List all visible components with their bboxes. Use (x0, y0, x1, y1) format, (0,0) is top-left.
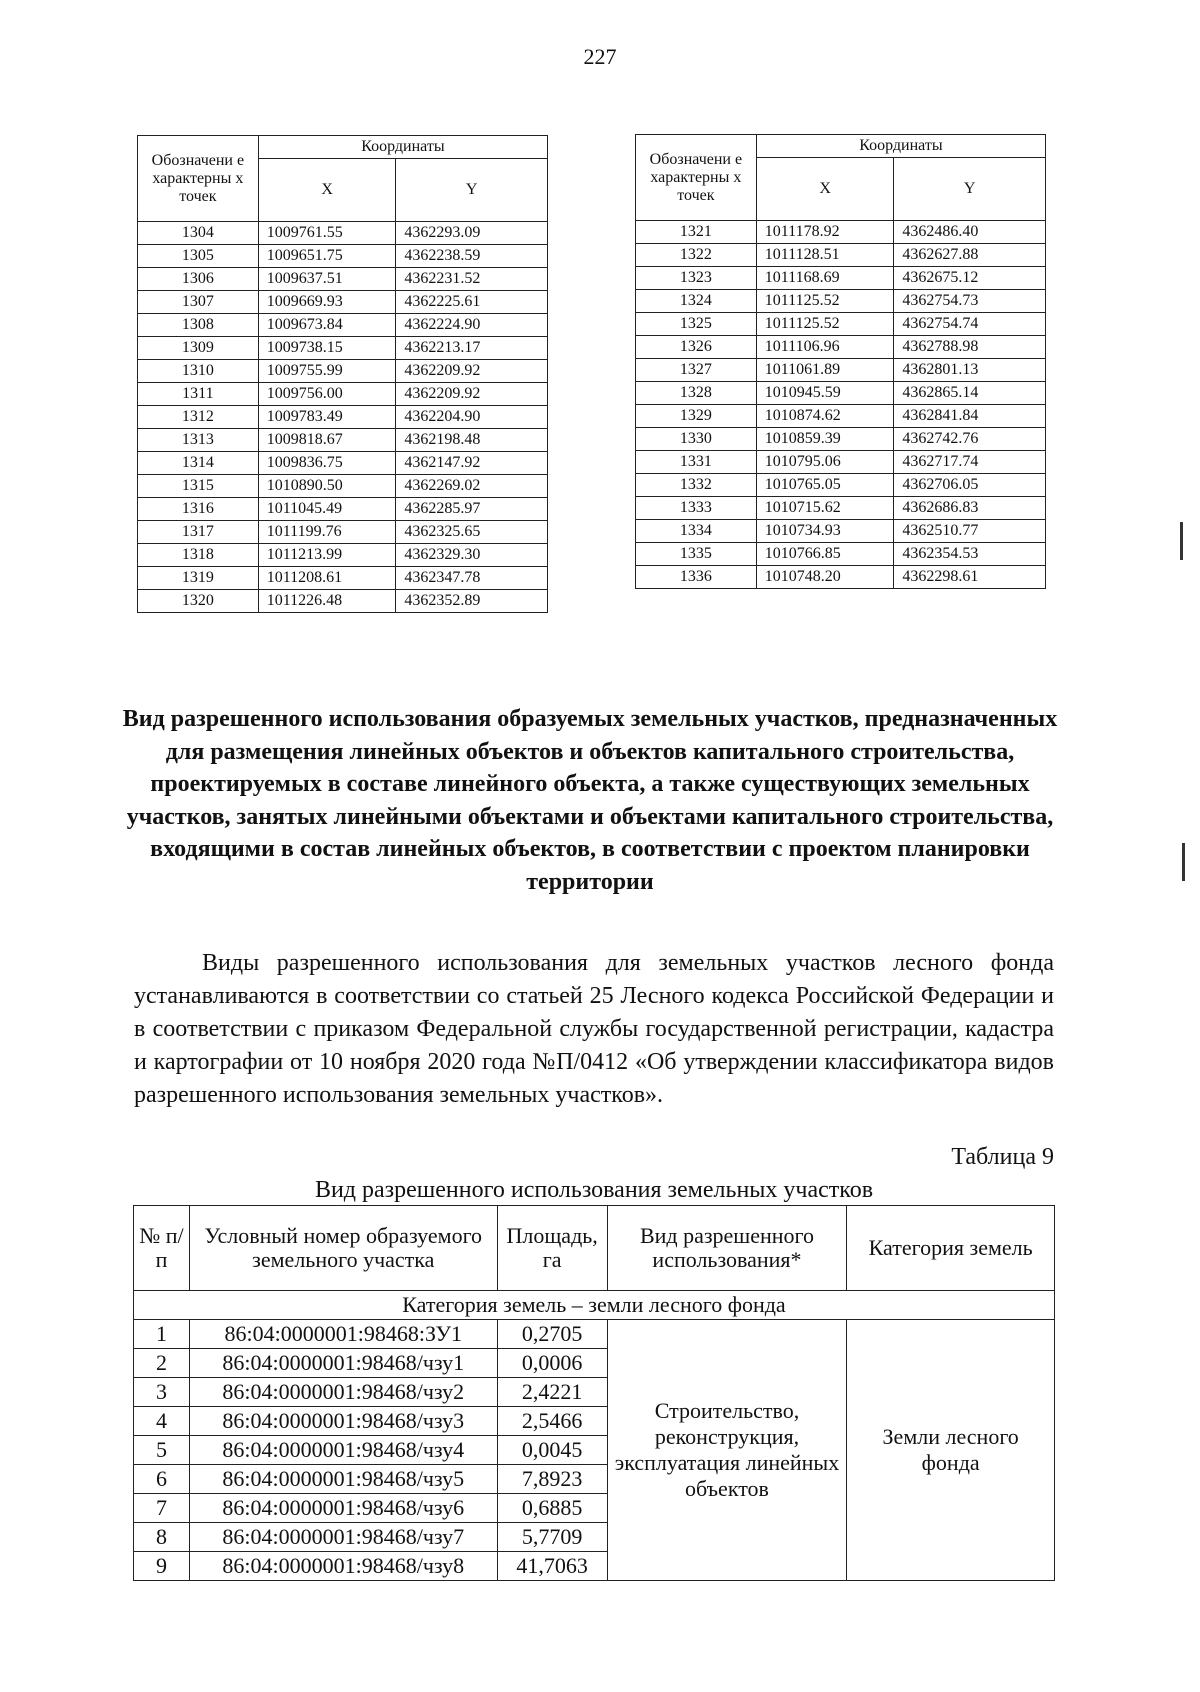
x-value: 1010795.06 (756, 451, 894, 474)
area-value: 7,8923 (497, 1465, 607, 1494)
table-row (138, 360, 548, 383)
land-use-table (133, 1205, 1055, 1581)
x-value: 1010945.59 (756, 382, 894, 405)
x-value: 1009836.75 (258, 452, 396, 475)
table-row (138, 521, 548, 544)
table-row (636, 520, 1046, 543)
point-id: 1308 (138, 314, 259, 337)
y-value: 4362675.12 (894, 267, 1046, 290)
y-value: 4362754.74 (894, 313, 1046, 336)
x-value: 1011199.76 (258, 521, 396, 544)
table-row (134, 1320, 1055, 1349)
x-value: 1010715.62 (756, 497, 894, 520)
point-id: 1334 (636, 520, 757, 543)
parcel-number: 86:04:0000001:98468/чзу7 (189, 1523, 497, 1552)
y-value: 4362788.98 (894, 336, 1046, 359)
table-row (138, 222, 548, 245)
table-row (636, 428, 1046, 451)
row-number: 2 (134, 1349, 190, 1378)
point-id: 1325 (636, 313, 757, 336)
section-heading: Вид разрешенного использования образуемых земельных участков, предназначенных для размещения линейных объектов и объектов капитального строительства, проектируемых в составе линейного объекта, а также существующих земельных участков, занятых линейными объектами и объектами капитального строительства, входящими в состав линейных объектов, в соответствии с проектом планировки территории (122, 706, 1058, 895)
header-y: Y (396, 159, 548, 222)
area-value: 2,4221 (497, 1378, 607, 1407)
table-row (138, 567, 548, 590)
table-row (636, 566, 1046, 589)
y-value: 4362801.13 (894, 359, 1046, 382)
area-value: 0,6885 (497, 1494, 607, 1523)
point-id: 1312 (138, 406, 259, 429)
area-value: 41,7063 (497, 1552, 607, 1581)
table-row (636, 221, 1046, 244)
x-value: 1011061.89 (756, 359, 894, 382)
area-value: 0,0006 (497, 1349, 607, 1378)
point-id: 1316 (138, 498, 259, 521)
coordinates-table-right (635, 134, 1046, 589)
table-row (636, 474, 1046, 497)
y-value: 4362285.97 (396, 498, 548, 521)
y-value: 4362717.74 (894, 451, 1046, 474)
x-value: 1009637.51 (258, 268, 396, 291)
y-value: 4362754.73 (894, 290, 1046, 313)
row-number: 6 (134, 1465, 190, 1494)
header-x: X (258, 159, 396, 222)
row-number: 3 (134, 1378, 190, 1407)
table-row (636, 244, 1046, 267)
point-id: 1318 (138, 544, 259, 567)
y-value: 4362347.78 (396, 567, 548, 590)
point-id: 1333 (636, 497, 757, 520)
y-value: 4362198.48 (396, 429, 548, 452)
point-id: 1314 (138, 452, 259, 475)
x-value: 1011213.99 (258, 544, 396, 567)
header-coords: Координаты (258, 136, 547, 159)
x-value: 1010734.93 (756, 520, 894, 543)
y-value: 4362325.65 (396, 521, 548, 544)
y-value: 4362865.14 (894, 382, 1046, 405)
x-value: 1011106.96 (756, 336, 894, 359)
x-value: 1011168.69 (756, 267, 894, 290)
table-row (138, 452, 548, 475)
x-value: 1009738.15 (258, 337, 396, 360)
point-id: 1311 (138, 383, 259, 406)
y-value: 4362686.83 (894, 497, 1046, 520)
table-row (138, 429, 548, 452)
area-value: 0,0045 (497, 1436, 607, 1465)
point-id: 1335 (636, 543, 757, 566)
scan-mark (1182, 843, 1185, 881)
table-row (138, 475, 548, 498)
table-row (636, 405, 1046, 428)
parcel-number: 86:04:0000001:98468:ЗУ1 (189, 1320, 497, 1349)
x-value: 1011125.52 (756, 313, 894, 336)
x-value: 1009756.00 (258, 383, 396, 406)
point-id: 1328 (636, 382, 757, 405)
x-value: 1011178.92 (756, 221, 894, 244)
y-value: 4362841.84 (894, 405, 1046, 428)
point-id: 1315 (138, 475, 259, 498)
table-row (636, 336, 1046, 359)
x-value: 1011125.52 (756, 290, 894, 313)
header-coords: Координаты (756, 135, 1045, 158)
parcel-number: 86:04:0000001:98468/чзу1 (189, 1349, 497, 1378)
table-row (138, 337, 548, 360)
x-value: 1010874.62 (756, 405, 894, 428)
row-number: 5 (134, 1436, 190, 1465)
y-value: 4362209.92 (396, 360, 548, 383)
table-row (636, 382, 1046, 405)
point-id: 1320 (138, 590, 259, 613)
point-id: 1326 (636, 336, 757, 359)
table-row (138, 590, 548, 613)
area-value: 2,5466 (497, 1407, 607, 1436)
area-value: 0,2705 (497, 1320, 607, 1349)
table-row (636, 497, 1046, 520)
x-value: 1010765.05 (756, 474, 894, 497)
point-id: 1322 (636, 244, 757, 267)
table-row (636, 267, 1046, 290)
point-id: 1304 (138, 222, 259, 245)
table-row (138, 245, 548, 268)
point-id: 1317 (138, 521, 259, 544)
x-value: 1009755.99 (258, 360, 396, 383)
point-id: 1306 (138, 268, 259, 291)
table-row (138, 544, 548, 567)
header-x: X (756, 158, 894, 221)
y-value: 4362510.77 (894, 520, 1046, 543)
x-value: 1011045.49 (258, 498, 396, 521)
y-value: 4362706.05 (894, 474, 1046, 497)
point-id: 1309 (138, 337, 259, 360)
y-value: 4362742.76 (894, 428, 1046, 451)
row-number: 4 (134, 1407, 190, 1436)
table-caption: Таблица 9 (951, 1144, 1054, 1170)
point-id: 1330 (636, 428, 757, 451)
header-point: Обозначени е характерны х точек (636, 135, 757, 221)
parcel-number: 86:04:0000001:98468/чзу2 (189, 1378, 497, 1407)
x-value: 1010859.39 (756, 428, 894, 451)
y-value: 4362225.61 (396, 291, 548, 314)
parcel-number: 86:04:0000001:98468/чзу5 (189, 1465, 497, 1494)
y-value: 4362486.40 (894, 221, 1046, 244)
point-id: 1319 (138, 567, 259, 590)
point-id: 1327 (636, 359, 757, 382)
y-value: 4362209.92 (396, 383, 548, 406)
y-value: 4362329.30 (396, 544, 548, 567)
y-value: 4362238.59 (396, 245, 548, 268)
point-id: 1307 (138, 291, 259, 314)
table-row (636, 543, 1046, 566)
body-paragraph: Виды разрешенного использования для земельных участков лесного фонда устанавливаются в соответствии со статьей 25 Лесного кодекса Российской Федерации и в соответствии с приказом Федеральной службы государственной регистрации, кадастра и картографии от 10 ноября 2020 года №П/0412 «Об утверждении классификатора видов разрешенного использования земельных участков». (134, 950, 1054, 1108)
parcel-number: 86:04:0000001:98468/чзу3 (189, 1407, 497, 1436)
table-row (138, 498, 548, 521)
y-value: 4362354.53 (894, 543, 1046, 566)
x-value: 1009651.75 (258, 245, 396, 268)
table-row (636, 313, 1046, 336)
point-id: 1324 (636, 290, 757, 313)
x-value: 1009669.93 (258, 291, 396, 314)
y-value: 4362627.88 (894, 244, 1046, 267)
y-value: 4362147.92 (396, 452, 548, 475)
page-number: 227 (583, 44, 617, 69)
parcel-number: 86:04:0000001:98468/чзу8 (189, 1552, 497, 1581)
table-row (636, 451, 1046, 474)
x-value: 1010890.50 (258, 475, 396, 498)
header-area: Площадь, га (497, 1206, 607, 1291)
scan-mark (1180, 522, 1183, 560)
x-value: 1009673.84 (258, 314, 396, 337)
group-row: Категория земель – земли лесного фонда (134, 1291, 1055, 1320)
header-point: Обозначени е характерны х точек (138, 136, 259, 222)
x-value: 1011208.61 (258, 567, 396, 590)
x-value: 1011226.48 (258, 590, 396, 613)
y-value: 4362231.52 (396, 268, 548, 291)
y-value: 4362293.09 (396, 222, 548, 245)
header-y: Y (894, 158, 1046, 221)
point-id: 1336 (636, 566, 757, 589)
row-number: 8 (134, 1523, 190, 1552)
table-row (138, 291, 548, 314)
table-row (138, 383, 548, 406)
header-parcel: Условный номер образуемого земельного участка (189, 1206, 497, 1291)
header-num: № п/п (134, 1206, 190, 1291)
table-title: Вид разрешенного использования земельных участков (314, 1177, 874, 1203)
table-row (636, 359, 1046, 382)
x-value: 1009818.67 (258, 429, 396, 452)
coordinates-table-left (137, 135, 548, 613)
table-row (138, 406, 548, 429)
point-id: 1329 (636, 405, 757, 428)
row-number: 1 (134, 1320, 190, 1349)
y-value: 4362298.61 (894, 566, 1046, 589)
header-category: Категория земель (847, 1206, 1055, 1291)
table-row (138, 268, 548, 291)
point-id: 1310 (138, 360, 259, 383)
point-id: 1332 (636, 474, 757, 497)
point-id: 1323 (636, 267, 757, 290)
y-value: 4362204.90 (396, 406, 548, 429)
use-cell: Строительство, реконструкция, эксплуатация линейных объектов (607, 1320, 847, 1581)
point-id: 1305 (138, 245, 259, 268)
y-value: 4362269.02 (396, 475, 548, 498)
header-use: Вид разрешенного использования* (607, 1206, 847, 1291)
parcel-number: 86:04:0000001:98468/чзу6 (189, 1494, 497, 1523)
area-value: 5,7709 (497, 1523, 607, 1552)
parcel-number: 86:04:0000001:98468/чзу4 (189, 1436, 497, 1465)
x-value: 1011128.51 (756, 244, 894, 267)
point-id: 1313 (138, 429, 259, 452)
row-number: 7 (134, 1494, 190, 1523)
point-id: 1331 (636, 451, 757, 474)
x-value: 1010766.85 (756, 543, 894, 566)
table-row (138, 314, 548, 337)
y-value: 4362352.89 (396, 590, 548, 613)
x-value: 1010748.20 (756, 566, 894, 589)
x-value: 1009761.55 (258, 222, 396, 245)
category-cell: Земли лесного фонда (847, 1320, 1055, 1581)
table-row (636, 290, 1046, 313)
y-value: 4362224.90 (396, 314, 548, 337)
y-value: 4362213.17 (396, 337, 548, 360)
x-value: 1009783.49 (258, 406, 396, 429)
point-id: 1321 (636, 221, 757, 244)
row-number: 9 (134, 1552, 190, 1581)
